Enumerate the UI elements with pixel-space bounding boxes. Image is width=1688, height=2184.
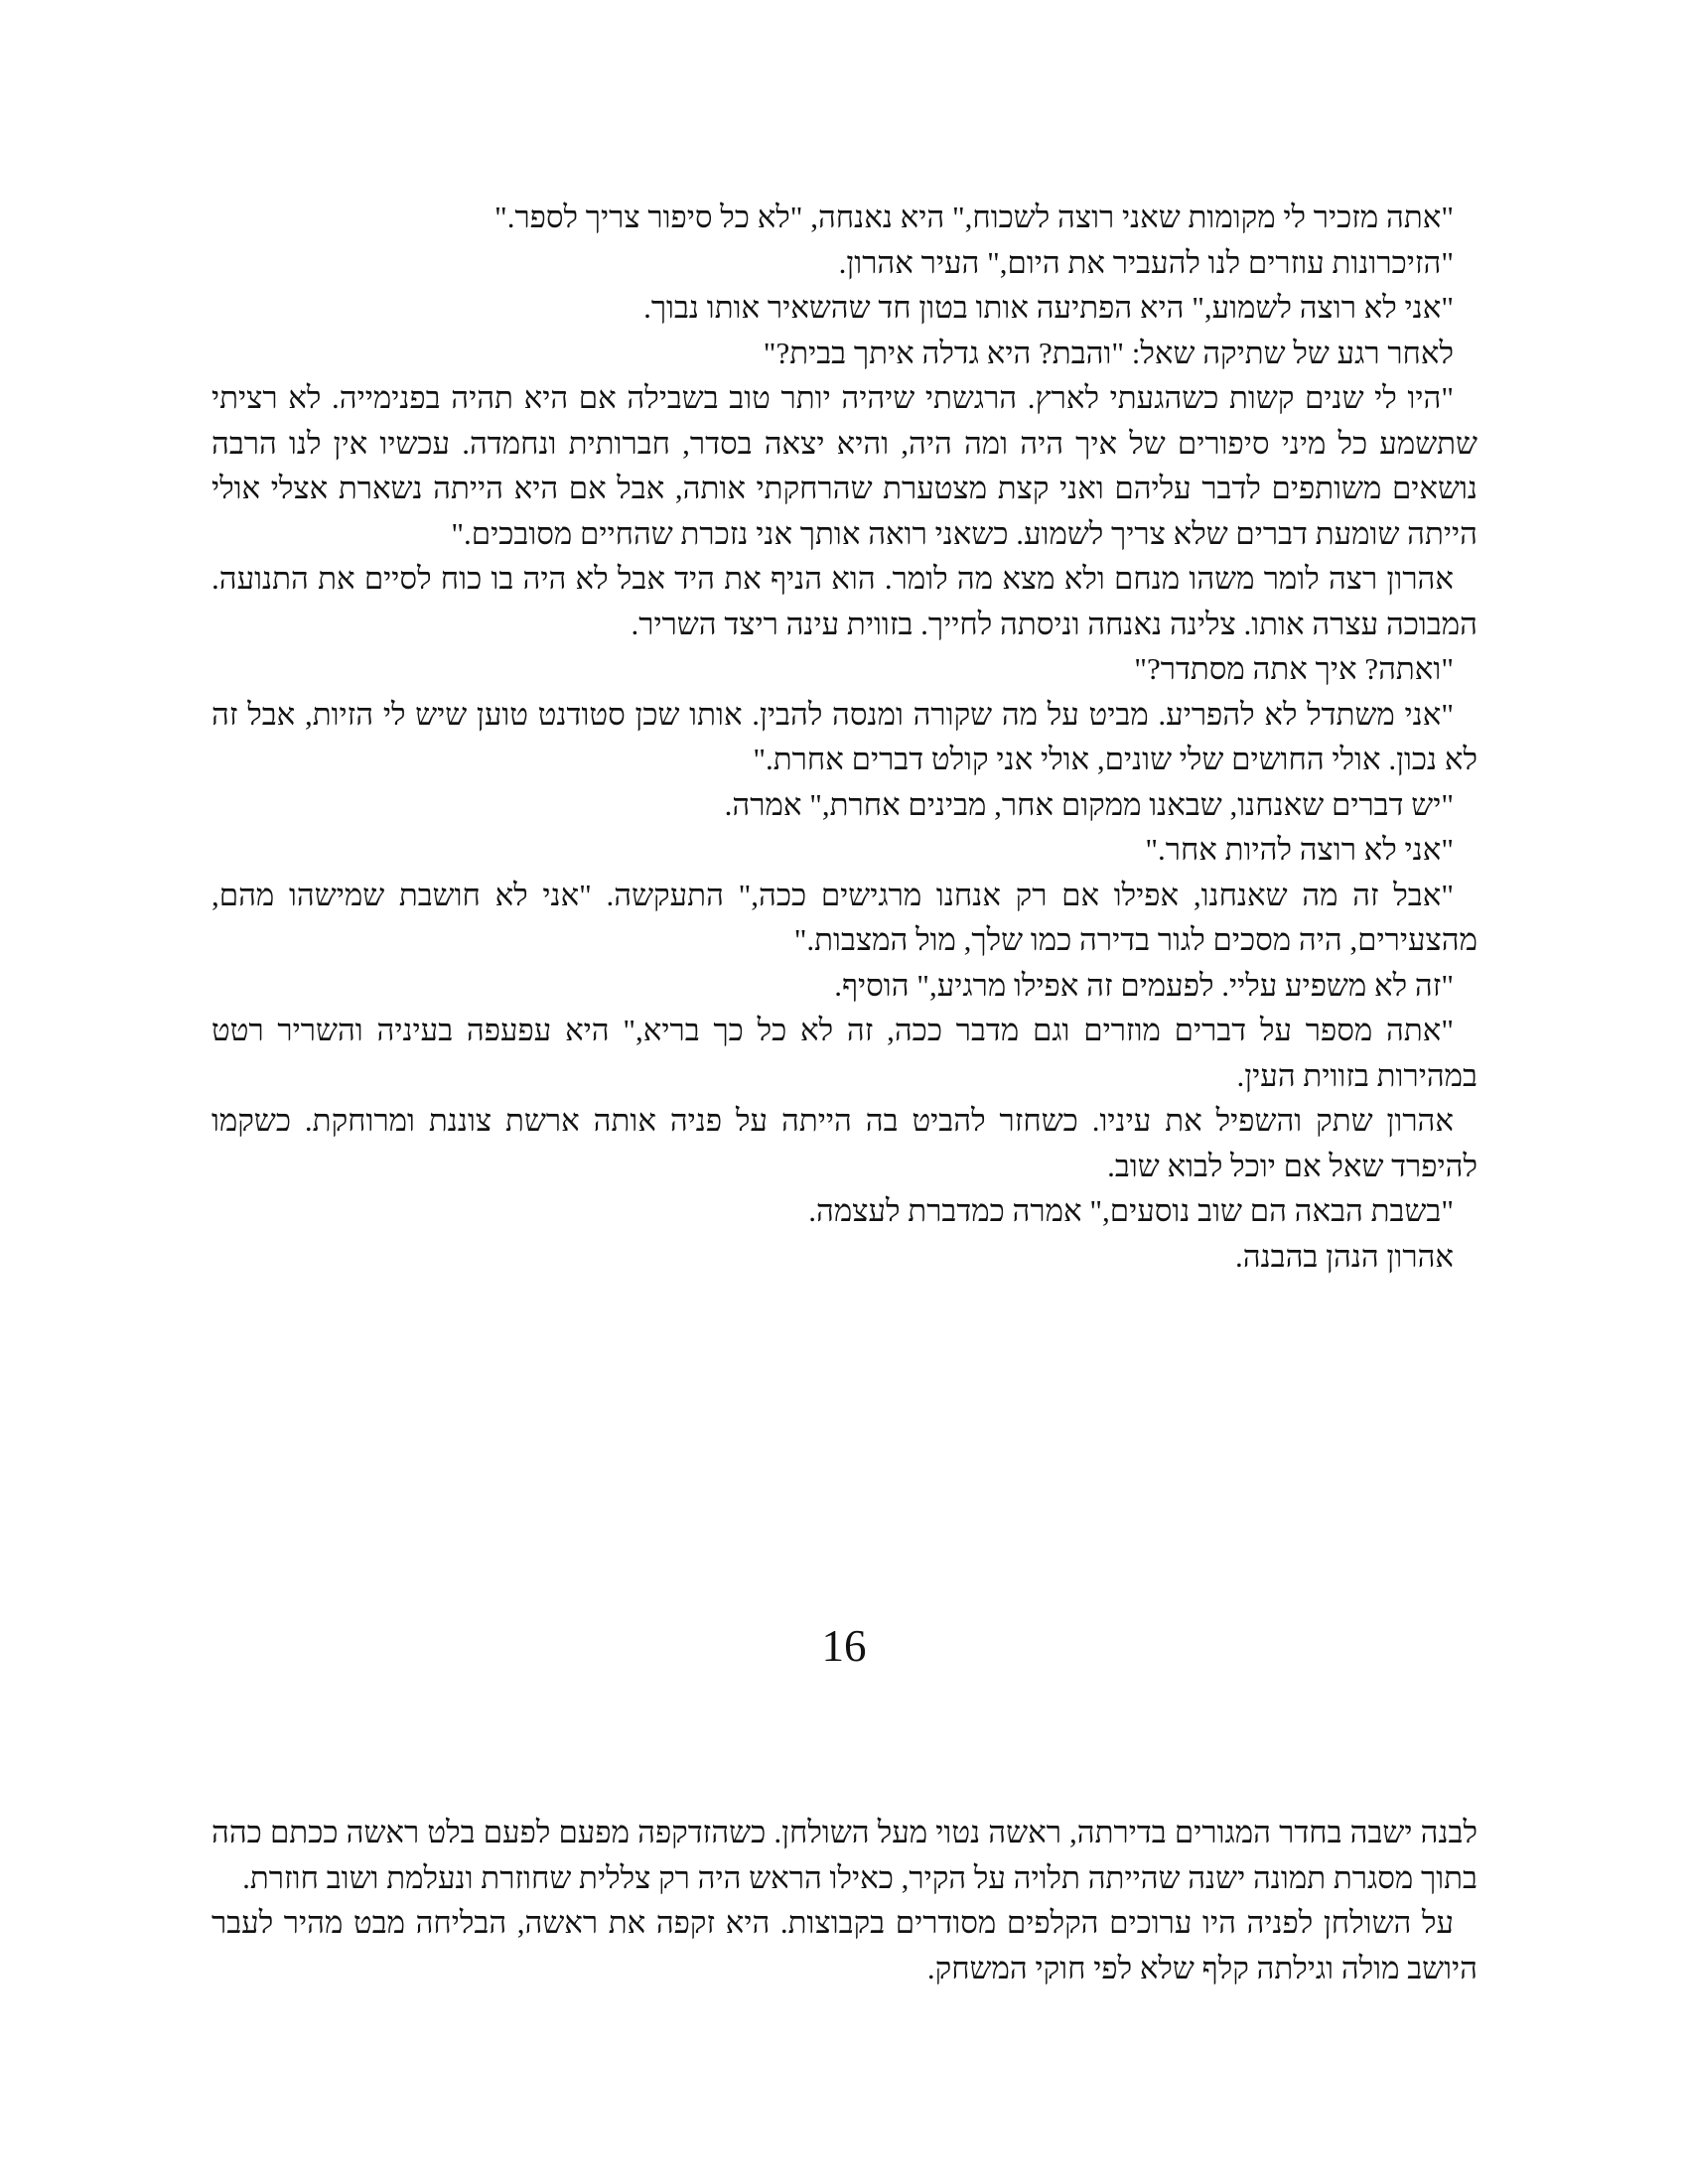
paragraph: "אתה מזכיר לי מקומות שאני רוצה לשכוח," היא נאנחה, "לא כל סיפור צריך לספר." [494, 200, 1454, 234]
paragraph: "אתה מספר על דברים מוזרים וגם מדבר ככה, זה לא כל כך בריא," היא עפעפה בעיניה והשריר רטט במהירות בזווית העין. [211, 1013, 1477, 1093]
paragraph: "אבל זה מה שאנחנו, אפילו אם רק אנחנו מרגישים ככה," התעקשה. "אני לא חושבת שמישהו מהם, מהצעירים, היה מסכים לגור בדירה כמו שלך, מול המצבות." [211, 877, 1477, 957]
paragraph: "היו לי שנים קשות כשהגעתי לארץ. הרגשתי שיהיה יותר טוב בשבילה אם היא תהיה בפנימייה. לא רציתי שתשמע כל מיני סיפורים של איך היה ומה היה, והיא יצאה בסדר, חברותית ונחמדה. עכשיו אין לנו הרבה נושאים משותפים לדבר עליהם ואני קצת מצטערת שהרחקתי אותה, אבל אם היא הייתה נשארת אצלי אולי הייתה שומעת דברים שלא צריך לשמוע. כשאני רואה אותך אני נזכרת שהחיים מסובכים." [211, 380, 1477, 551]
paragraph: "ואתה? איך אתה מסתדר?" [1134, 651, 1454, 686]
paragraph: אהרון הנהן בהבנה. [1234, 1238, 1454, 1274]
paragraph: "אני משתדל לא להפריע. מביט על מה שקורה ומנסה להבין. אותו שכן סטודנט טוען שיש לי הזיות, אבל זה לא נכון. אולי החושים שלי שונים, אולי אני קולט דברים אחרת." [211, 696, 1477, 776]
paragraph: "זה לא משפיע עליי. לפעמים זה אפילו מרגיע," הוסיף. [834, 967, 1454, 1003]
paragraph: "יש דברים שאנחנו, שבאנו ממקום אחר, מבינים אחרת," אמרה. [724, 786, 1454, 822]
section-two-text [211, 1810, 1477, 1990]
paragraph: אהרון רצה לומר משהו מנחם ולא מצא מה לומר. הוא הניף את היד אבל לא היה בו כוח לסיים את התנועה. המבוכה עצרה אותו. צלינה נאנחה וניסתה לחייך. בזווית עינה ריצד השריר. [211, 561, 1477, 641]
paragraph: "הזיכרונות עוזרים לנו להעביר את היום," העיר אהרון. [838, 244, 1454, 280]
section-one-text [211, 195, 1477, 1279]
paragraph: "בשבת הבאה הם שוב נוסעים," אמרה כמדברת לעצמה. [808, 1193, 1454, 1228]
chapter-number: 16 [821, 1621, 867, 1671]
paragraph: אהרון שתק והשפיל את עיניו. כשחזר להביט בה הייתה על פניה אותה ארשת צוננת ומרוחקת. כשקמו להיפרד שאל אם יוכל לבוא שוב. [211, 1103, 1477, 1183]
paragraph: על השולחן לפניה היו ערוכים הקלפים מסודרים בקבוצות. היא זקפה את ראשה, הבליחה מבט מהיר לעבר היושב מולה וגילתה קלף שלא לפי חוקי המשחק. [211, 1905, 1477, 1985]
paragraph: "אני לא רוצה להיות אחר." [1145, 832, 1454, 867]
paragraph: לאחר רגע של שתיקה שאל: "והבת? היא גדלה איתך בבית?" [763, 335, 1454, 370]
paragraph: לבנה ישבה בחדר המגורים בדירתה, ראשה נטוי מעל השולחן. כשהזדקפה מפעם לפעם בלט ראשה ככתם כהה בתוך מסגרת תמונה ישנה שהייתה תלויה על הקיר, כאילו הראש היה רק צללית שחוזרת ונעלמת ושוב חוזרת. [211, 1815, 1477, 1895]
paragraph: "אני לא רוצה לשמוע," היא הפתיעה אותו בטון חד שהשאיר אותו נבוך. [643, 290, 1454, 325]
